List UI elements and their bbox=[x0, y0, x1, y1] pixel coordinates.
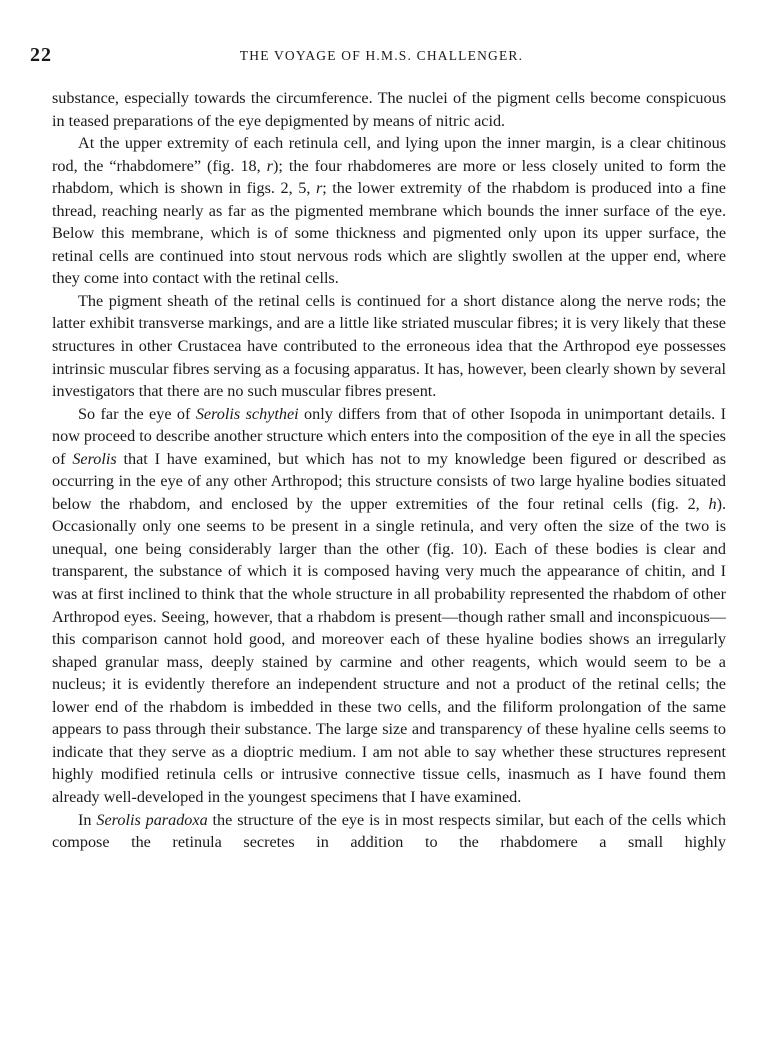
text-run: So far the eye of bbox=[78, 404, 196, 423]
text-run: In bbox=[78, 810, 97, 829]
text-run: only differs from that of other Isopoda in unimportant details. I now proceed to describe another structure which enters into the composition of the eye in all the species of bbox=[52, 404, 726, 468]
text-run: ). Occasionally only one seems to be present in a single retinula, and very often the size of the two is unequal, one being considerably larger than the other (fig. 10). Each of these bodies is clear and transparent, the substance of which it is composed having very much the appearance of chitin, and I was at first inclined to think that the whole structure in all probability represented the rhabdom of other Arthropod eyes. Seeing, however, that a rhabdom is present—though rather small and inconspicuous—this comparison cannot hold good, and moreover each of these hyaline bodies shows an irregularly shaped granular mass, deeply stained by carmine and other reagents, which would seem to be a nucleus; it is evidently therefore an independent structure and not a product of the retinal cells; the lower end of the rhabdom is imbedded in these two cells, and the filiform prolongation of the same appears to pass through their substance. The large size and transparency of these hyaline cells seems to indicate that they serve as a dioptric medium. I am not able to say whether these structures represent highly modified retinula cells or intrusive connective tissue cells, inasmuch as I have found them already well-developed in the youngest specimens that I have examined. bbox=[52, 494, 726, 806]
paragraph bbox=[52, 290, 726, 403]
text-run: that I have examined, but which has not to my knowledge been figured or described as occurring in the eye of any other Arthropod; this structure consists of two large hyaline bodies situated below the rhabdom, and enclosed by the upper extremities of the four retinal cells (fig. 2, bbox=[52, 449, 727, 513]
running-head: THE VOYAGE OF H.M.S. CHALLENGER. bbox=[239, 48, 524, 63]
paragraph bbox=[52, 132, 726, 290]
italic-term: Serolis paradoxa bbox=[96, 810, 208, 829]
body-text bbox=[52, 87, 726, 854]
text-run: the structure of the eye is in most respects similar, but each of the cells which compose the retinula secretes in addition to the rhabdomere a small highly bbox=[52, 810, 727, 852]
paragraph bbox=[52, 809, 726, 854]
text-run: ; the lower extremity of the rhabdom is produced into a fine thread, reaching nearly as far as the pigmented membrane which bounds the inner surface of the eye. Below this membrane, which is of some thickness and pigmented only upon its upper surface, the retinal cells are continued into stout nervous rods which are slightly swollen at the upper end, where they come into contact with the retinal cells. bbox=[52, 179, 726, 288]
italic-term: r bbox=[315, 179, 323, 198]
italic-term: Serolis schythei bbox=[195, 404, 299, 423]
page-number: 22 bbox=[30, 44, 52, 66]
italic-term: h bbox=[708, 494, 717, 513]
text-run: ); the four rhabdomeres are more or less closely united to form the rhabdom, which is shown in figs. 2, 5, bbox=[52, 156, 726, 198]
text-run: At the upper extremity of each retinula cell, and lying upon the inner margin, is a clear chitinous rod, the “rhabdomere” (fig. 18, bbox=[52, 134, 726, 175]
paragraph bbox=[52, 87, 726, 132]
text-run: substance, especially towards the circumference. The nuclei of the pigment cells become conspicuous in teased preparations of the eye depigmented by means of nitric acid. bbox=[52, 89, 726, 130]
italic-term: Serolis bbox=[72, 449, 117, 468]
page-header bbox=[30, 44, 733, 66]
italic-term: r bbox=[266, 156, 273, 175]
paragraph bbox=[52, 403, 726, 809]
text-run: The pigment sheath of the retinal cells is continued for a short distance along the nerve rods; the latter exhibit transverse markings, and are a little like striated muscular fibres; it is very likely that these structures in other Crustacea have contributed to the erroneous idea that the Arthropod eye possesses intrinsic muscular fibres serving as a focusing apparatus. It has, however, been clearly shown by several investigators that there are no such muscular fibres present. bbox=[52, 291, 726, 401]
